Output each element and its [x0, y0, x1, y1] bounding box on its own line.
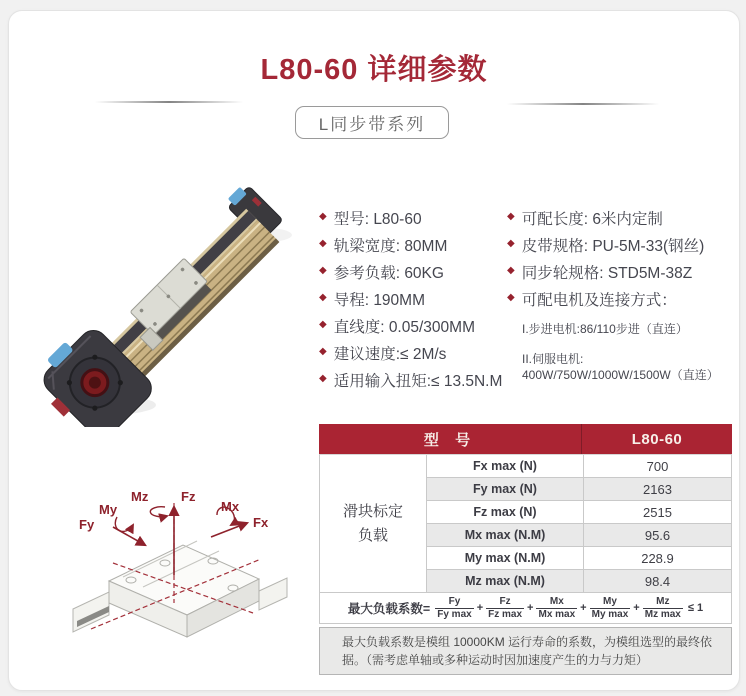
- frac-num: Fz: [499, 596, 511, 607]
- product-spec-card: [8, 10, 740, 691]
- spec-text: 建议速度:≤ 2M/s: [333, 346, 447, 363]
- row-label: Fx max (N): [427, 455, 584, 477]
- spec-text: 同步轮规格: STD5M-38Z: [521, 265, 693, 282]
- formula-fraction: [643, 596, 683, 620]
- row-value: 700: [646, 458, 669, 474]
- table-header-row: [319, 424, 732, 454]
- rail-assembly: [34, 179, 304, 427]
- motor-option-servo-title: II.伺服电机:: [522, 352, 584, 367]
- spec-text: 直线度: 0.05/300MM: [333, 319, 475, 336]
- divider-line-left: [95, 101, 243, 103]
- motor-option-stepper: I.步进电机:86/110步进（直连）: [522, 322, 688, 336]
- frac-num: My: [603, 596, 617, 607]
- fx-arrow: [211, 523, 247, 537]
- diamond-bullet-icon: ◆: [319, 373, 327, 384]
- spec-text: 轨梁宽度: 80MM: [333, 238, 448, 255]
- table-row: [427, 523, 731, 546]
- label-fz: Fz: [181, 489, 196, 504]
- formula-fraction: [486, 596, 524, 620]
- label-mx: Mx: [221, 499, 240, 514]
- group-label-line2: 负载: [357, 526, 388, 544]
- formula-fraction: [435, 596, 473, 620]
- divider-line-right: [507, 103, 659, 105]
- spec-item: [507, 261, 735, 288]
- spec-item: [319, 369, 509, 396]
- spec-item: [319, 234, 509, 261]
- spec-item: [319, 261, 509, 288]
- row-value: 228.9: [641, 550, 674, 566]
- frac-num: Fy: [448, 596, 461, 607]
- spec-list-right: [507, 207, 735, 384]
- table-rows: [427, 455, 731, 592]
- diamond-bullet-icon: ◆: [319, 265, 327, 276]
- spec-text: 参考负载: 60KG: [333, 265, 444, 282]
- diamond-bullet-icon: ◆: [507, 265, 515, 276]
- diamond-bullet-icon: ◆: [319, 292, 327, 303]
- page-title: L80-60 详细参数: [260, 54, 488, 86]
- product-photo: [34, 179, 326, 427]
- spec-text: 导程: 190MM: [333, 292, 426, 309]
- row-label: Mz max (N.M): [427, 570, 584, 592]
- spec-item: [507, 207, 735, 234]
- table-row: [427, 455, 731, 477]
- table-row: [427, 477, 731, 500]
- row-label: Fy max (N): [427, 478, 584, 500]
- spec-text: 皮带规格: PU-5M-33(钢丝): [521, 238, 705, 255]
- plus-sign: +: [527, 602, 534, 614]
- row-label: Mx max (N.M): [427, 524, 584, 546]
- table-row: [427, 546, 731, 569]
- label-fy: Fy: [79, 517, 95, 532]
- diamond-bullet-icon: ◆: [507, 292, 515, 303]
- table-body: [319, 454, 732, 593]
- table-group-cell: [320, 455, 427, 592]
- diamond-bullet-icon: ◆: [319, 211, 327, 222]
- diamond-bullet-icon: ◆: [319, 319, 327, 330]
- spec-item: [507, 288, 735, 315]
- spec-item: [319, 288, 509, 315]
- label-mz: Mz: [131, 489, 149, 504]
- diamond-bullet-icon: ◆: [319, 238, 327, 249]
- diamond-bullet-icon: ◆: [507, 238, 515, 249]
- motor-option-servo-detail: 400W/750W/1000W/1500W（直连）: [522, 368, 719, 383]
- label-fx: Fx: [253, 515, 269, 530]
- diamond-bullet-icon: ◆: [507, 211, 515, 222]
- table-row: [427, 500, 731, 523]
- frac-den: Fy max: [437, 608, 472, 620]
- spec-item: [507, 234, 735, 261]
- frac-num: Mx: [549, 596, 564, 607]
- frac-den: Fz max: [488, 608, 523, 620]
- formula-label: 最大负载系数=: [347, 602, 431, 616]
- row-value: 2163: [643, 481, 672, 497]
- plus-sign: +: [580, 602, 587, 614]
- my-arc: [115, 517, 133, 531]
- spec-item: [319, 207, 509, 234]
- frac-den: Mz max: [644, 608, 681, 620]
- rail-stub-right: [259, 578, 287, 610]
- mz-arc: [150, 507, 167, 517]
- row-value: 98.4: [644, 573, 671, 589]
- max-load-formula-row: [319, 593, 732, 624]
- spec-item: [319, 315, 509, 342]
- table-row: [427, 569, 731, 592]
- series-badge: L同步带系列: [295, 106, 449, 139]
- spec-text: 可配电机及连接方式：: [521, 292, 677, 309]
- motor-option-servo: [522, 351, 735, 383]
- spec-text: 型号: L80-60: [333, 211, 422, 228]
- formula-fraction: [536, 596, 577, 620]
- group-label-line1: 滑块标定: [342, 503, 403, 521]
- spec-text: 可配长度: 6米内定制: [521, 211, 663, 228]
- plus-sign: +: [633, 602, 640, 614]
- table-header-model-value: L80-60: [581, 424, 732, 454]
- spec-text: 适用输入扭矩:≤ 13.5N.M: [333, 373, 503, 390]
- diamond-bullet-icon: ◆: [319, 346, 327, 357]
- force-diagram: [61, 479, 316, 654]
- plus-sign: +: [476, 602, 484, 614]
- frac-num: Mz: [656, 596, 670, 607]
- frac-den: Mx max: [538, 608, 576, 620]
- row-value: 95.6: [644, 527, 671, 543]
- row-label: My max (N.M): [427, 547, 584, 569]
- row-value: 2515: [643, 504, 672, 520]
- frac-den: My max: [591, 608, 629, 620]
- load-rating-table: [319, 424, 732, 675]
- label-my: My: [99, 502, 118, 517]
- spec-item: [319, 342, 509, 369]
- formula-fraction: [590, 596, 631, 620]
- table-header-model-label: 型 号: [423, 431, 477, 449]
- formula-suffix: ≤ 1: [687, 602, 704, 614]
- table-note: 最大负载系数是模组 10000KM 运行寿命的系数，为模组选型的最终依据。（需考虑单轴或多种运动时因加速度产生的力与力矩）: [319, 627, 732, 675]
- row-label: Fz max (N): [427, 501, 584, 523]
- spec-list-left: [319, 207, 509, 396]
